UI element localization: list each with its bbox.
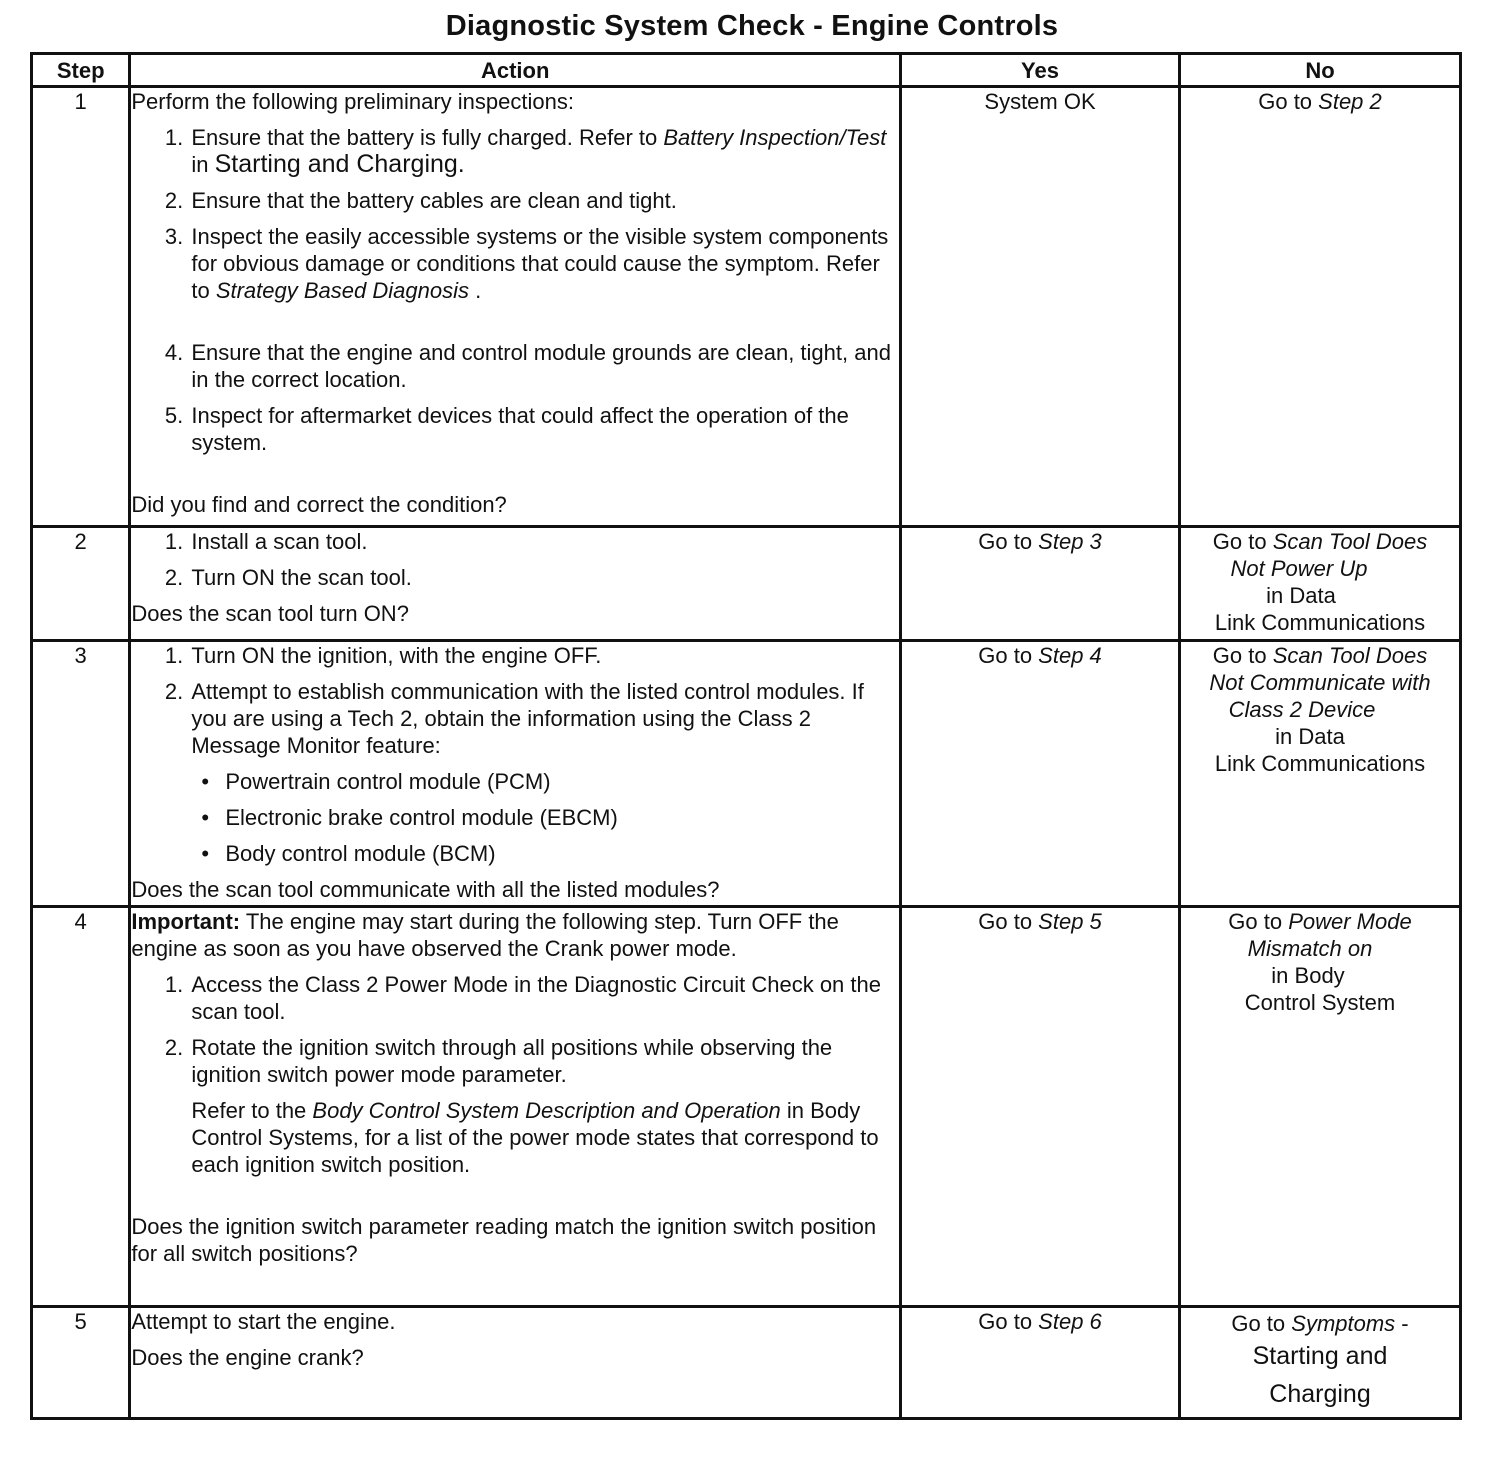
step-number: 4 <box>32 907 130 1307</box>
action-line: Attempt to start the engine. <box>131 1309 396 1334</box>
list-item: 2. Attempt to establish communication with the listed control modules. If you are using a Tech 2, obtain the information using the Class 2 Message Monitor feature: • Powertrain control module (PCM) • Electronic brake control module (EBCM) • Body control module (BCM) <box>189 678 899 867</box>
reference-link[interactable]: Class 2 Device <box>1228 697 1376 722</box>
step-link[interactable]: Step 5 <box>1038 909 1102 934</box>
action-cell <box>130 907 901 1307</box>
important-note: Important: The engine may start during the following step. Turn OFF the engine as soon as you have observed the Crank power mode. <box>131 909 839 961</box>
reference-link[interactable]: Mismatch on <box>1247 936 1373 961</box>
step-link[interactable]: Step 6 <box>1038 1309 1102 1334</box>
reference-link[interactable]: Power Mode <box>1288 909 1412 934</box>
table-row <box>32 1307 1461 1419</box>
table-row <box>32 641 1461 907</box>
action-question: Does the scan tool communicate with all the listed modules? <box>131 877 720 902</box>
step-link[interactable]: Step 3 <box>1038 529 1102 554</box>
header-no: No <box>1180 54 1461 87</box>
list-item: 4. Ensure that the engine and control module grounds are clean, tight, and in the correct location. <box>189 339 899 393</box>
table-row <box>32 527 1461 641</box>
header-yes: Yes <box>901 54 1180 87</box>
important-label: Important: <box>131 909 241 934</box>
action-cell <box>130 527 901 641</box>
list-item: 1. Access the Class 2 Power Mode in the Diagnostic Circuit Check on the scan tool. <box>189 971 899 1025</box>
reference-link: Strategy Based Diagnosis <box>215 278 469 303</box>
no-cell: Go to Step 2 <box>1180 87 1461 527</box>
action-list <box>131 528 899 591</box>
no-cell: Go to Power Mode Mismatch on in Body Control System <box>1180 907 1461 1307</box>
action-cell <box>130 641 901 907</box>
action-list <box>131 642 899 867</box>
reference-link[interactable]: Not Communicate with <box>1209 670 1431 695</box>
list-item: 2. Ensure that the battery cables are clean and tight. <box>189 187 899 214</box>
reference-link[interactable]: Scan Tool Does <box>1272 643 1428 668</box>
list-item: • Body control module (BCM) <box>223 840 899 867</box>
action-question: Did you find and correct the condition? <box>131 492 507 517</box>
list-item: 3. Inspect the easily accessible systems or the visible system components for obvious damage or conditions that could cause the symptom. Refer to Strategy Based Diagnosis . <box>189 223 899 304</box>
action-question: Does the engine crank? <box>131 1345 364 1370</box>
step-number: 1 <box>32 87 130 527</box>
list-item: 1. Install a scan tool. <box>189 528 899 555</box>
reference-link[interactable]: Body Control System Description and Operation <box>312 1098 781 1123</box>
no-cell: Go to Scan Tool Does Not Power Up in Data Link Communications <box>1180 527 1461 641</box>
action-cell <box>130 1307 901 1419</box>
step-number: 3 <box>32 641 130 907</box>
reference-note: Refer to the Body Control System Description and Operation in Body Control Systems, for a list of the power mode states that correspond to each ignition switch position. <box>191 1098 879 1177</box>
yes-cell <box>901 87 1180 527</box>
reference-link[interactable]: Scan Tool Does <box>1272 529 1428 554</box>
list-item: 1. Turn ON the ignition, with the engine OFF. <box>189 642 899 669</box>
yes-cell: Go to Step 3 <box>901 527 1180 641</box>
yes-cell: Go to Step 6 <box>901 1307 1180 1419</box>
action-question: Does the ignition switch parameter reading match the ignition switch position for all switch positions? <box>131 1214 877 1266</box>
action-question: Does the scan tool turn ON? <box>131 601 409 626</box>
header-step: Step <box>32 54 130 87</box>
action-list <box>131 971 899 1178</box>
reference-link[interactable]: Symptoms <box>1291 1311 1396 1336</box>
step-link[interactable]: Step 4 <box>1038 643 1102 668</box>
yes-cell: Go to Step 4 <box>901 641 1180 907</box>
step-number: 2 <box>32 527 130 641</box>
list-item: • Electronic brake control module (EBCM) <box>223 804 899 831</box>
action-list <box>131 124 899 456</box>
header-action: Action <box>130 54 901 87</box>
yes-result: System OK <box>984 89 1096 114</box>
list-item: 1. Ensure that the battery is fully charged. Refer to Battery Inspection/Test in Starting and Charging. <box>189 124 899 178</box>
page-title: Diagnostic System Check - Engine Controls <box>445 10 1059 42</box>
diagnostic-table <box>30 52 1462 1420</box>
table-row <box>32 87 1461 527</box>
step-number: 5 <box>32 1307 130 1419</box>
action-cell <box>130 87 901 527</box>
system-reference: Starting and Charging. <box>214 150 465 178</box>
reference-link[interactable]: Not Power Up <box>1230 556 1368 581</box>
header-row <box>32 54 1461 87</box>
list-item: 2. Rotate the ignition switch through all positions while observing the ignition switch power mode parameter. Refer to the Body Control System Description and Operation in Body Control Systems, for a list of the power mode states that correspond to each ignition switch position. <box>189 1034 899 1178</box>
no-cell: Go to Scan Tool Does Not Communicate with Class 2 Device in Data Link Communications <box>1180 641 1461 907</box>
list-item: 5. Inspect for aftermarket devices that could affect the operation of the system. <box>189 402 899 456</box>
step-link[interactable]: Step 2 <box>1318 89 1382 114</box>
module-list <box>191 768 899 867</box>
reference-link: Battery Inspection/Test <box>663 125 887 150</box>
list-item: • Powertrain control module (PCM) <box>223 768 899 795</box>
action-intro: Perform the following preliminary inspections: <box>131 89 574 114</box>
no-cell: Go to Symptoms - Starting and Charging <box>1180 1307 1461 1419</box>
list-item: 2. Turn ON the scan tool. <box>189 564 899 591</box>
yes-cell: Go to Step 5 <box>901 907 1180 1307</box>
table-row <box>32 907 1461 1307</box>
